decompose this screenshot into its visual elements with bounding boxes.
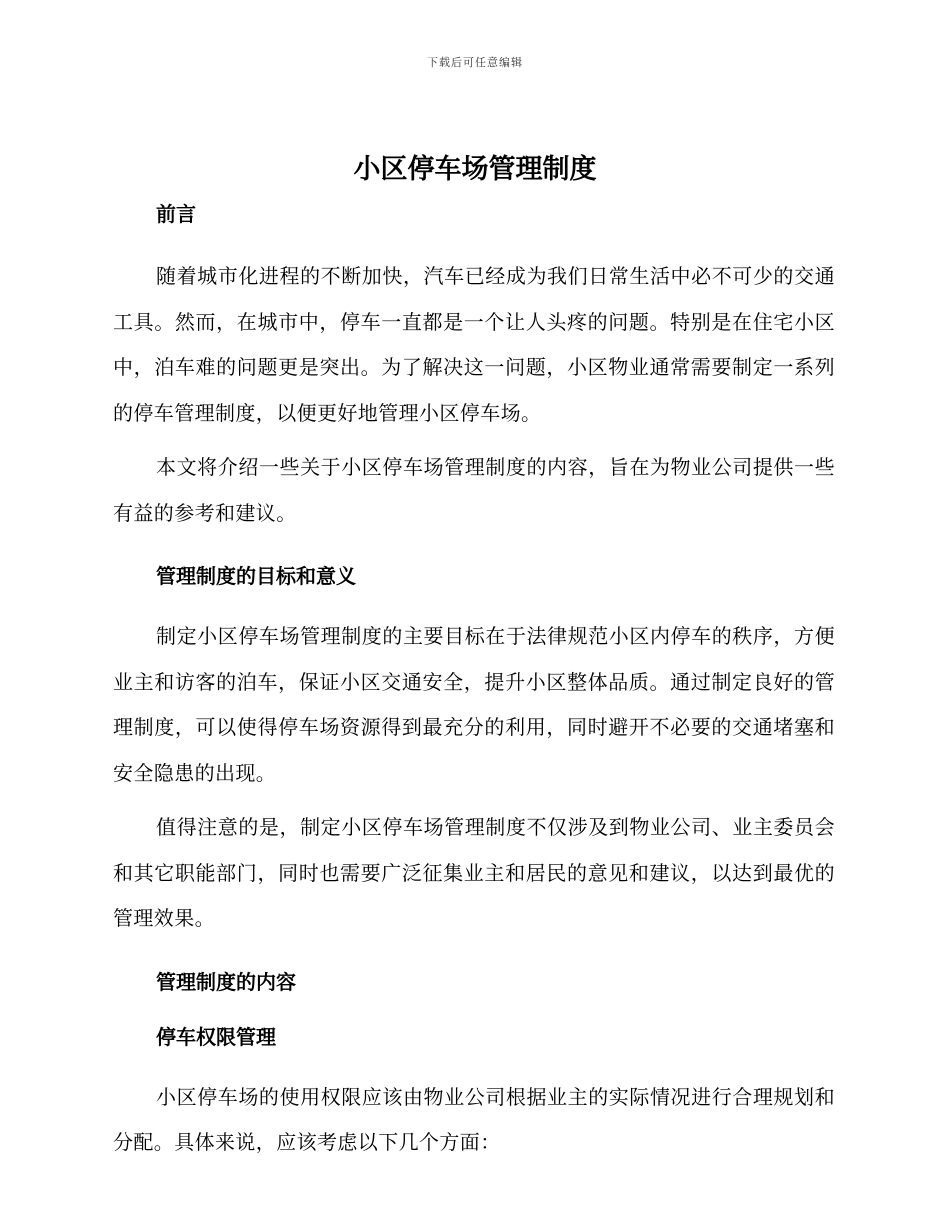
section-heading-goals: 管理制度的目标和意义 (156, 564, 356, 588)
section-heading-content: 管理制度的内容 (156, 969, 296, 994)
section-heading-preface: 前言 (156, 202, 196, 226)
paragraph: 本文将介绍一些关于小区停车场管理制度的内容，旨在为物业公司提供一些有益的参考和建议。 (113, 455, 835, 525)
paragraph: 值得注意的是，制定小区停车场管理制度不仅涉及到物业公司、业主委员会和其它职能部门，同时也需要广泛征集业主和居民的意见和建议，以达到最优的管理效果。 (113, 815, 835, 930)
paragraph: 制定小区停车场管理制度的主要目标在于法律规范小区内停车的秩序，方便业主和访客的泊车，保证小区交通安全，提升小区整体品质。通过制定良好的管理制度，可以使得停车场资源得到最充分的利用，同时避开不必要的交通堵塞和安全隐患的出现。 (113, 624, 835, 785)
page-title: 小区停车场管理制度 (353, 154, 597, 185)
paragraph: 小区停车场的使用权限应该由物业公司根据业主的实际情况进行合理规划和分配。具体来说，应该考虑以下几个方面： (113, 1084, 835, 1154)
header-note: 下载后可任意编辑 (427, 56, 523, 69)
document-body (113, 194, 835, 1166)
section-heading-permission: 停车权限管理 (156, 1024, 276, 1049)
paragraph: 随着城市化进程的不断加快，汽车已经成为我们日常生活中必不可少的交通工具。然而，在城市中，停车一直都是一个让人头疼的问题。特别是在住宅小区中，泊车难的问题更是突出。为了解决这一问题，小区物业通常需要制定一系列的停车管理制度，以便更好地管理小区停车场。 (113, 264, 835, 425)
